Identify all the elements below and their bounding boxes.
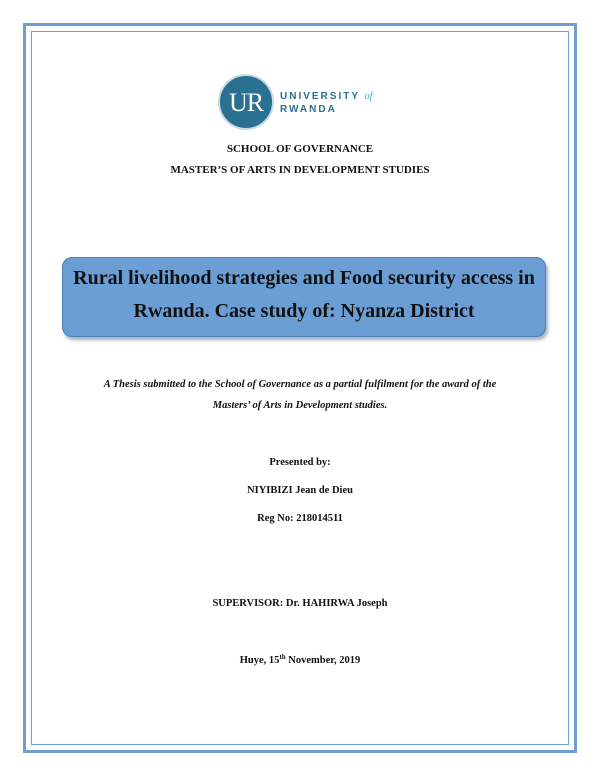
date-rest: November, 2019 bbox=[285, 655, 361, 666]
university-logo bbox=[218, 73, 393, 133]
thesis-statement-line1: A Thesis submitted to the School of Governance as a partial fulfilment for the award of the bbox=[103, 379, 497, 390]
date-suffix: th bbox=[279, 653, 286, 661]
logo-text-rwanda: RWANDA bbox=[280, 104, 337, 115]
school-name: SCHOOL OF GOVERNANCE bbox=[226, 143, 374, 155]
registration-number: Reg No: 218014511 bbox=[257, 513, 343, 524]
presented-by-label: Presented by: bbox=[269, 457, 331, 468]
logo-text-university bbox=[280, 91, 372, 102]
logo-university-word: UNIVERSITY bbox=[280, 91, 360, 102]
thesis-statement-line2: Masters’ of Arts in Development studies. bbox=[212, 400, 388, 411]
logo-initials: UR bbox=[228, 88, 264, 117]
thesis-title-line2: Rwanda. Case study of: Nyanza District bbox=[133, 300, 475, 322]
logo-of-word: of bbox=[364, 91, 373, 102]
program-name: MASTER’S OF ARTS IN DEVELOPMENT STUDIES bbox=[170, 164, 430, 176]
thesis-title-line1: Rural livelihood strategies and Food security access in bbox=[73, 267, 535, 289]
submission-date bbox=[40, 655, 560, 666]
logo-emblem-icon bbox=[218, 74, 274, 130]
supervisor-name: SUPERVISOR: Dr. HAHIRWA Joseph bbox=[212, 598, 388, 609]
author-name: NIYIBIZI Jean de Dieu bbox=[247, 485, 353, 496]
thesis-title-box bbox=[62, 257, 546, 337]
date-prefix: Huye, 15 bbox=[239, 655, 280, 666]
